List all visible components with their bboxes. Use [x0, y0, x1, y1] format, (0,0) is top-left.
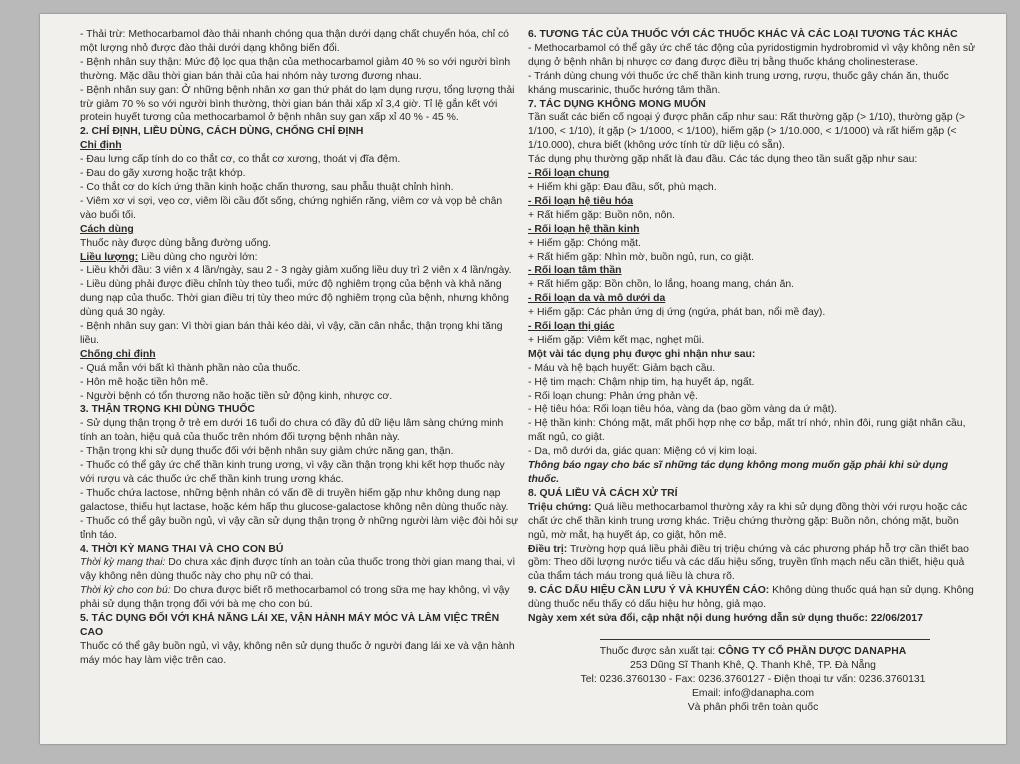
category-heading: - Rối loạn tâm thần: [528, 265, 622, 277]
category-heading: - Rối loạn thị giác: [528, 321, 615, 333]
labeled-paragraph: [528, 501, 978, 543]
section-heading: 8. QUÁ LIỀU VÀ CÁCH XỬ TRÍ: [528, 487, 678, 499]
paragraph-label: 9. CÁC DẤU HIỆU CẦN LƯU Ý VÀ KHUYẾN CÁO:: [528, 585, 770, 597]
paragraph-text: Trường hợp quá liều phải điều trị triệu chứng và các phương pháp hỗ trợ cần thiết bao gồm: Theo dõi lượng nước tiểu và các dấu hiệu sống, truyền tĩnh mạch nếu cần thiết, hiệu quả của thẩm tách máu trong quá liều là chưa rõ.: [528, 543, 969, 583]
manufacturer-company: CÔNG TY CỔ PHẦN DƯỢC DANAPHA: [718, 646, 907, 657]
footer-divider: [600, 639, 930, 640]
paragraph: Thuốc này được dùng bằng đường uống.: [80, 237, 272, 249]
bold-paragraph: Một vài tác dụng phụ được ghi nhận như sau:: [528, 348, 756, 360]
paragraph: Tần suất các biến cố ngoại ý được phân cấp như sau: Rất thường gặp (> 1/10), thường gặp (> 1/100, < 1/10), ít gặp (> 1/1000, < 1/100), hiếm gặp (> 1/10.000, < 1/1000) và rất hiếm gặp (< 1/10.000), chưa biết (không ước tính từ dữ liệu có sẵn).: [528, 112, 966, 152]
labeled-paragraph: [528, 584, 978, 612]
paragraph: - Máu và hệ bạch huyết: Giảm bạch cầu.: [528, 362, 716, 374]
paragraph: - Hệ tiêu hóa: Rối loạn tiêu hóa, vàng da (bao gồm vàng da ứ mật).: [528, 404, 838, 416]
paragraph: Tác dụng phụ thường gặp nhất là đau đầu. Các tác dụng theo tần suất gặp như sau:: [528, 154, 918, 166]
paragraph: - Thuốc chứa lactose, những bệnh nhân có vấn đề di truyền hiếm gặp như không dung nạp galactose, thiếu hụt lactase, hoặc kém hấp thu glucose-galactose không nên dùng thuốc này.: [80, 487, 509, 513]
paragraph: + Hiếm gặp: Các phản ứng dị ứng (ngứa, phát ban, nổi mề đay).: [528, 307, 826, 319]
manufacturer-footer: [528, 645, 978, 715]
paragraph: - Bệnh nhân suy thận: Mức độ lọc qua thận của methocarbamol giảm 40 % so với người bình thường. Mặc dầu thời gian bán thải của hai nhóm này tương đương nhau.: [80, 56, 511, 82]
section-heading: 2. CHỈ ĐỊNH, LIỀU DÙNG, CÁCH DÙNG, CHỐNG CHỈ ĐỊNH: [80, 126, 364, 138]
category-heading: - Rối loạn da và mô dưới da: [528, 293, 666, 305]
paragraph: - Methocarbamol có thể gây ức chế tác động của pyridostigmin hydrobromid vì vậy không nên sử dụng ở bệnh nhân bị nhược cơ đang được điều trị bằng thuốc kháng cholinesterase.: [528, 42, 976, 68]
paragraph: + Hiếm khi gặp: Đau đầu, sốt, phù mạch.: [528, 181, 717, 193]
subsection-heading: Chỉ định: [80, 140, 122, 152]
paragraph-label: Liều lượng:: [80, 251, 139, 263]
paragraph: + Rất hiếm gặp: Buồn nôn, nôn.: [528, 209, 676, 221]
paragraph: - Hôn mê hoặc tiền hôn mê.: [80, 376, 209, 388]
labeled-paragraph: [528, 543, 978, 585]
section-heading: 7. TÁC DỤNG KHÔNG MONG MUỐN: [528, 98, 706, 110]
paragraph: - Viêm xơ vi sợi, vẹo cơ, viêm lồi cầu đốt sống, chứng nghiến răng, viêm cơ và vọp bẻ chân vào buổi tối.: [80, 195, 503, 221]
paragraph: - Bệnh nhân suy gan: Ở những bệnh nhân xơ gan thứ phát do lạm dụng rượu, tổng lượng thải trừ giảm 70 % so với người bình thường, thời gian bán thải xấp xỉ 3,4 giờ. Tỉ lệ gắn kết với protein huyết tương của methocarbamol ở bệnh nhân suy gan xấp xỉ 40 % - 45 %.: [80, 84, 515, 124]
category-heading: - Rối loạn hệ tiêu hóa: [528, 195, 634, 207]
section-heading: 6. TƯƠNG TÁC CỦA THUỐC VỚI CÁC THUỐC KHÁC VÀ CÁC LOẠI TƯƠNG TÁC KHÁC: [528, 29, 958, 40]
paragraph: - Co thắt cơ do kích ứng thần kinh hoặc chấn thương, sau phẫu thuật chỉnh hình.: [80, 181, 454, 193]
paragraph: - Đau do gãy xương hoặc trật khớp.: [80, 168, 246, 180]
paragraph-text: Do chưa xác định được tính an toàn của thuốc trong thời gian mang thai, vì vậy không nên dùng thuốc này cho phụ nữ có thai.: [80, 557, 516, 583]
paragraph-label: Điều trị:: [528, 543, 568, 555]
paragraph: + Hiếm gặp: Viêm kết mạc, nghẹt mũi.: [528, 334, 705, 346]
paragraph: + Rất hiếm gặp: Bồn chồn, lo lắng, hoang mang, chán ăn.: [528, 279, 795, 291]
paragraph: - Da, mô dưới da, giác quan: Miệng có vị kim loại.: [528, 446, 758, 458]
labeled-paragraph: [80, 584, 520, 612]
warning-note: Thông báo ngay cho bác sĩ những tác dụng không mong muốn gặp phải khi sử dụng thuốc.: [528, 460, 949, 485]
paragraph-label: Triệu chứng:: [528, 501, 592, 513]
paragraph: - Liều dùng phải được điều chỉnh tùy theo tuổi, mức độ nghiêm trọng của bệnh và khả năng dung nạp của thuốc. Thời gian điều trị tùy theo mức độ nghiêm trọng của bệnh, nhưng không dùng quá 30 ngày.: [80, 279, 509, 319]
paragraph: - Tránh dùng chung với thuốc ức chế thần kinh trung ương, rượu, thuốc gây chán ăn, thuốc kháng muscarinic, thuốc hướng tâm thần.: [528, 70, 949, 96]
paragraph: - Thận trọng khi sử dụng thuốc đối với bệnh nhân suy giảm chức năng gan, thận.: [80, 446, 454, 458]
paragraph-text: Không dùng thuốc quá hạn sử dụng. Không dùng thuốc nếu thấy có dấu hiệu hư hỏng, giả mạo.: [528, 585, 974, 611]
paragraph: - Hệ tim mạch: Chậm nhịp tim, hạ huyết áp, ngất.: [528, 376, 755, 388]
labeled-paragraph: [80, 556, 520, 584]
paragraph: Thuốc có thể gây buồn ngủ, vì vậy, không nên sử dụng thuốc ở người đang lái xe và vận hành máy móc hay làm việc trên cao.: [80, 640, 515, 666]
paragraph: - Thải trừ: Methocarbamol đào thải nhanh chóng qua thận dưới dạng chất chuyển hóa, chỉ có một lượng nhỏ được đào thải dưới dạng không biến đổi.: [80, 29, 509, 54]
paragraph: - Quá mẫn với bất kì thành phần nào của thuốc.: [80, 362, 301, 374]
bold-paragraph: Ngày xem xét sửa đổi, cập nhật nội dung hướng dẫn sử dụng thuốc: 22/06/2017: [528, 613, 923, 625]
manufacturer-contact: Tel: 0236.3760130 - Fax: 0236.3760127 - Điện thoại tư vấn: 0236.3760131: [580, 673, 926, 685]
paragraph: - Rối loạn chung: Phản ứng phản vệ.: [528, 390, 698, 402]
paragraph-text: Do chưa được biết rõ methocarbamol có trong sữa mẹ hay không, vì vậy phải sử dụng thận trọng đối với bà mẹ cho con bú.: [80, 585, 510, 611]
subsection-heading: Chống chỉ định: [80, 348, 156, 360]
section-heading: 5. TÁC DỤNG ĐỐI VỚI KHẢ NĂNG LÁI XE, VẬN HÀNH MÁY MÓC VÀ LÀM VIỆC TRÊN CAO: [80, 613, 500, 638]
paragraph: + Hiếm gặp: Chóng mặt.: [528, 237, 641, 249]
paragraph: - Hệ thần kinh: Chóng mặt, mất phối hợp nhẹ cơ bắp, mất trí nhớ, nhìn đôi, rung giật nhãn cầu, mất ngủ, co giật.: [528, 418, 966, 444]
labeled-paragraph: [80, 251, 520, 265]
leaflet-sheet: [40, 14, 1006, 744]
category-heading: - Rối loạn chung: [528, 168, 610, 180]
manufacturer-line: [528, 645, 978, 659]
paragraph: + Rất hiếm gặp: Nhìn mờ, buồn ngủ, run, co giật.: [528, 251, 755, 263]
distribution-note: Và phân phối trên toàn quốc: [687, 701, 819, 713]
left-column: [80, 28, 520, 668]
manufacturer-label: Thuốc được sản xuất tại:: [599, 646, 719, 657]
paragraph: - Người bệnh có tổn thương não hoặc tiền sử động kinh, nhược cơ.: [80, 390, 393, 402]
paragraph-text: Quá liều methocarbamol thường xảy ra khi sử dụng đồng thời với rượu hoặc các chất ức chế thần kinh trung ương khác. Triệu chứng thường gặp: Buồn nôn, chóng mặt, buồn ngủ, mờ mắt, hạ huyết áp, co giật, hôn mê.: [528, 501, 968, 541]
section-heading: 4. THỜI KỲ MANG THAI VÀ CHO CON BÚ: [80, 543, 284, 555]
paragraph: - Liều khởi đầu: 3 viên x 4 lần/ngày, sau 2 - 3 ngày giảm xuống liều duy trì 2 viên x 4 lần/ngày.: [80, 265, 512, 277]
paragraph: - Bệnh nhân suy gan: Vì thời gian bán thải kéo dài, vì vậy, cần cân nhắc, thận trọng khi tăng liều.: [80, 321, 503, 346]
manufacturer-address: 253 Dũng Sĩ Thanh Khê, Q. Thanh Khê, TP. Đà Nẵng: [630, 659, 876, 671]
paragraph-label: Thời kỳ mang thai:: [80, 557, 166, 569]
paragraph-label: Thời kỳ cho con bú:: [80, 585, 171, 597]
section-heading: 3. THẬN TRỌNG KHI DÙNG THUỐC: [80, 404, 255, 416]
right-column: [528, 28, 978, 626]
subsection-heading: Cách dùng: [80, 223, 134, 235]
paragraph: - Sử dụng thận trọng ở trẻ em dưới 16 tuổi do chưa có đầy đủ dữ liệu lâm sàng chứng minh tính an toàn, hiệu quả của thuốc trên nhóm đối tượng bệnh nhân này.: [80, 418, 504, 444]
manufacturer-email: Email: info@danapha.com: [691, 687, 815, 699]
paragraph: - Đau lưng cấp tính do co thắt cơ, co thắt cơ xương, thoát vị đĩa đệm.: [80, 154, 401, 166]
category-heading: - Rối loạn hệ thần kinh: [528, 223, 640, 235]
paragraph: - Thuốc có thể gây ức chế thần kinh trung ương, vì vậy cần thận trọng khi kết hợp thuốc này với rượu và các thuốc ức chế thần kinh trung ương khác.: [80, 460, 505, 485]
paragraph: - Thuốc có thể gây buồn ngủ, vì vậy cần sử dụng thận trọng ở những người làm việc đòi hỏi sự tỉnh táo.: [80, 515, 519, 541]
paragraph-text: Liều dùng cho người lớn:: [138, 251, 258, 263]
